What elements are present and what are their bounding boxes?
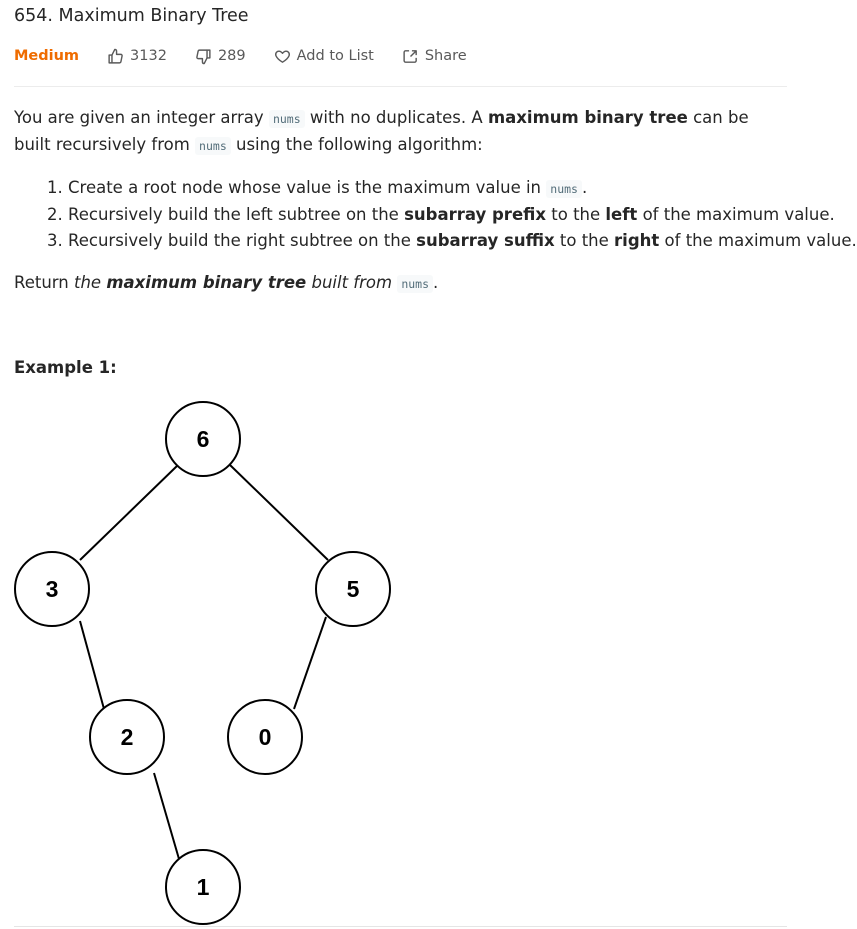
code-nums: nums bbox=[397, 275, 433, 293]
desc-text: . bbox=[433, 273, 439, 292]
tree-node-label: 6 bbox=[196, 426, 210, 452]
difficulty-badge: Medium bbox=[14, 48, 80, 64]
step-text: of the maximum value. bbox=[637, 205, 835, 224]
desc-text: with no duplicates. A bbox=[304, 108, 488, 127]
dislike-count: 289 bbox=[217, 48, 246, 64]
thumbs-up-icon bbox=[107, 48, 124, 65]
step-text: to the bbox=[546, 205, 606, 224]
step-text: of the maximum value. bbox=[659, 231, 857, 250]
step-item bbox=[47, 228, 857, 254]
desc-text: Return bbox=[14, 273, 74, 292]
desc-italic: the bbox=[74, 273, 107, 292]
heart-icon bbox=[274, 48, 291, 65]
share-button[interactable] bbox=[402, 48, 467, 65]
step-bold: subarray suffix bbox=[416, 231, 555, 250]
algorithm-steps bbox=[47, 175, 857, 254]
step-text: Create a root node whose value is the maximum value in bbox=[68, 178, 547, 197]
step-number: 3. bbox=[47, 231, 68, 250]
desc-bold-italic: maximum binary tree bbox=[106, 273, 307, 292]
step-bold: subarray prefix bbox=[404, 205, 547, 224]
example-title: Example 1: bbox=[14, 358, 117, 377]
step-text: to the bbox=[554, 231, 615, 250]
tree-node-label: 1 bbox=[196, 874, 210, 900]
bottom-divider bbox=[14, 926, 787, 927]
step-item bbox=[47, 175, 857, 202]
tree-edge bbox=[230, 465, 328, 560]
add-to-list-button[interactable] bbox=[274, 48, 374, 65]
dislike-button[interactable] bbox=[195, 48, 246, 65]
desc-text: You are given an integer array bbox=[14, 108, 269, 127]
problem-meta-bar bbox=[14, 45, 495, 67]
thumbs-down-icon bbox=[195, 48, 212, 65]
tree-edge bbox=[294, 617, 326, 709]
desc-italic: built from bbox=[306, 273, 398, 292]
tree-edge bbox=[154, 773, 179, 859]
code-nums: nums bbox=[546, 180, 582, 198]
step-bold: left bbox=[605, 205, 638, 224]
tree-node-label: 2 bbox=[120, 724, 134, 750]
return-paragraph bbox=[14, 270, 789, 297]
share-icon bbox=[402, 48, 419, 65]
like-button[interactable] bbox=[107, 48, 167, 65]
description-paragraph bbox=[14, 105, 789, 159]
tree-edge bbox=[80, 621, 104, 709]
step-text: . bbox=[581, 178, 588, 197]
desc-text: using the following algorithm: bbox=[230, 135, 483, 154]
example-tree-diagram bbox=[0, 395, 420, 929]
code-nums: nums bbox=[195, 137, 231, 155]
tree-node-label: 0 bbox=[258, 724, 272, 750]
tree-node-label: 3 bbox=[45, 576, 59, 602]
step-bold: right bbox=[614, 231, 660, 250]
tree-edge bbox=[80, 465, 178, 560]
step-number: 1. bbox=[47, 178, 68, 197]
step-item bbox=[47, 202, 857, 228]
desc-bold: maximum binary tree bbox=[487, 108, 688, 127]
share-label: Share bbox=[424, 48, 467, 64]
code-nums: nums bbox=[269, 110, 305, 128]
tree-node-label: 5 bbox=[346, 576, 360, 602]
like-count: 3132 bbox=[130, 48, 167, 64]
desc-text: can be built recursively from bbox=[14, 108, 749, 154]
problem-title: 654. Maximum Binary Tree bbox=[14, 6, 249, 26]
step-number: 2. bbox=[47, 205, 68, 224]
header-divider bbox=[14, 86, 787, 87]
step-text: Recursively build the left subtree on the bbox=[68, 205, 405, 224]
step-text: Recursively build the right subtree on the bbox=[68, 231, 417, 250]
add-to-list-label: Add to List bbox=[296, 48, 374, 64]
